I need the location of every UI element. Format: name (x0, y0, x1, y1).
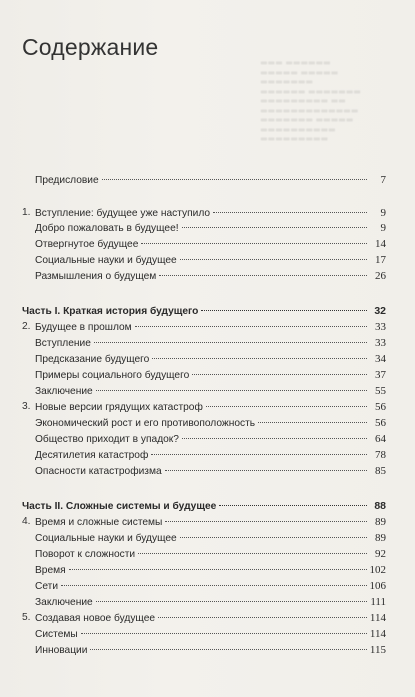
toc-entry-page: 9 (380, 207, 386, 219)
toc-entry[interactable] (22, 548, 386, 564)
toc-entry-page: 37 (375, 369, 386, 381)
toc-entry-label: Общество приходит в упадок? (35, 434, 179, 445)
toc-entry[interactable] (22, 433, 386, 449)
bleed-through-text: ▬▬▬ ▬▬▬▬▬▬ ▬▬▬▬▬ ▬▬▬▬▬ ▬▬▬▬▬▬▬ ▬▬▬▬▬▬ ▬▬▬▬▬▬▬ ▬▬▬▬▬▬▬▬▬ ▬▬ ▬▬▬▬▬▬▬▬▬▬▬▬▬ ▬▬▬▬▬▬▬ ▬▬▬▬▬ ▬▬▬▬▬▬▬▬▬▬ ▬▬▬▬▬▬▬▬▬ (260, 58, 361, 143)
toc-entry[interactable] (22, 465, 386, 481)
toc-entry-chapter-2[interactable] (22, 321, 386, 337)
chapter-number: 4. (22, 516, 31, 527)
chapter-number: 2. (22, 321, 31, 332)
toc-entry-label: Поворот к сложности (35, 549, 136, 560)
toc-entry-page: 92 (375, 548, 386, 560)
toc-entry-chapter-1[interactable] (22, 207, 386, 223)
toc-entry-page: 89 (375, 532, 386, 544)
toc-entry-label: Размышления о будущем (35, 271, 157, 282)
dot-leader (141, 243, 367, 244)
toc-entry-label: Социальные науки и будущее (35, 255, 177, 266)
toc-entry-label: Примеры социального будущего (35, 370, 190, 381)
dot-leader (94, 342, 367, 343)
dot-leader (158, 617, 367, 618)
dot-leader (138, 553, 367, 554)
toc-entry[interactable] (22, 449, 386, 465)
page-title: Содержание (22, 34, 159, 60)
toc-entry-label: Заключение (35, 386, 93, 397)
toc-entry[interactable] (22, 385, 386, 401)
dot-leader (201, 310, 367, 311)
toc-entry-page: 89 (375, 516, 386, 528)
toc-entry[interactable] (22, 222, 386, 238)
dot-leader (206, 406, 367, 407)
toc-entry-page: 32 (374, 305, 386, 317)
toc-entry-label: Вступление: будущее уже наступило (35, 208, 211, 219)
toc-entry-page: 111 (370, 596, 386, 608)
toc-entry[interactable] (22, 596, 386, 612)
toc-entry-chapter-3[interactable] (22, 401, 386, 417)
dot-leader (90, 649, 366, 650)
toc-entry[interactable] (22, 238, 386, 254)
dot-leader (192, 374, 367, 375)
toc-entry-label: Будущее в прошлом (35, 322, 132, 333)
toc-part-1[interactable] (22, 305, 386, 321)
dot-leader (69, 569, 367, 570)
toc-entry-label: Опасности катастрофизма (35, 466, 162, 477)
dot-leader (135, 326, 367, 327)
toc-entry-label: Инновации (35, 645, 88, 656)
toc-entry-page: 34 (375, 353, 386, 365)
toc-entry-page: 33 (375, 337, 386, 349)
toc-entry-chapter-5[interactable] (22, 612, 386, 628)
toc-entry-page: 114 (369, 612, 386, 624)
toc-entry-label: Социальные науки и будущее (35, 533, 177, 544)
toc-entry-label: Сети (35, 581, 59, 592)
dot-leader (182, 227, 367, 228)
toc-entry[interactable] (22, 254, 386, 270)
toc-entry[interactable] (22, 270, 386, 286)
dot-leader (152, 358, 367, 359)
dot-leader (180, 259, 367, 260)
toc-entry-label: Вступление (35, 338, 91, 349)
dot-leader (165, 470, 367, 471)
toc-entry-page: 114 (369, 628, 386, 640)
toc-entry-label: Время и сложные системы (35, 517, 163, 528)
chapter-number: 3. (22, 401, 31, 412)
toc-entry-page: 88 (374, 500, 386, 512)
toc-entry-page: 56 (375, 401, 386, 413)
toc-entry[interactable] (22, 532, 386, 548)
dot-leader (102, 179, 367, 180)
toc-part-label: Часть II. Сложные системы и будущее (22, 501, 217, 512)
toc-entry-label: Создавая новое будущее (35, 613, 156, 624)
toc-entry-page: 17 (375, 254, 386, 266)
toc-entry-page: 26 (375, 270, 386, 282)
toc-entry-label: Десятилетия катастроф (35, 450, 149, 461)
toc-entry-chapter-4[interactable] (22, 516, 386, 532)
dot-leader (159, 275, 367, 276)
toc-entry[interactable] (22, 644, 386, 660)
toc-entry-page: 115 (369, 644, 386, 656)
toc-entry-page: 56 (375, 417, 386, 429)
toc-entry-page: 33 (375, 321, 386, 333)
toc-entry-label: Предсказание будущего (35, 354, 150, 365)
toc-entry-page: 55 (375, 385, 386, 397)
dot-leader (165, 521, 367, 522)
toc-entry[interactable] (22, 580, 386, 596)
dot-leader (258, 422, 367, 423)
toc-entry-page: 14 (375, 238, 386, 250)
toc-entry-page: 106 (369, 580, 386, 592)
toc-entry-label: Добро пожаловать в будущее! (35, 223, 179, 234)
dot-leader (213, 212, 367, 213)
toc-entry-page: 85 (375, 465, 386, 477)
toc-entry-page: 78 (375, 449, 386, 461)
toc-entry-label: Время (35, 565, 66, 576)
toc-entry[interactable] (22, 628, 386, 644)
toc-entry-page: 102 (369, 564, 386, 576)
toc-entry[interactable] (22, 417, 386, 433)
toc-entry-label: Предисловие (35, 175, 99, 186)
toc-entry[interactable] (22, 337, 386, 353)
toc-entry[interactable] (22, 369, 386, 385)
toc-entry-label: Экономический рост и его противоположность (35, 418, 256, 429)
chapter-number: 1. (22, 207, 31, 218)
toc-entry-label: Новые версии грядущих катастроф (35, 402, 203, 413)
dot-leader (96, 601, 367, 602)
dot-leader (96, 390, 367, 391)
dot-leader (182, 438, 367, 439)
toc-part-label: Часть I. Краткая история будущего (22, 306, 199, 317)
toc-entry-label: Заключение (35, 597, 93, 608)
toc-entry-preface[interactable] (22, 174, 386, 190)
toc-entry-page: 64 (375, 433, 386, 445)
toc-entry[interactable] (22, 564, 386, 580)
dot-leader (61, 585, 366, 586)
toc-entry-page: 7 (380, 174, 386, 186)
toc-entry-label: Системы (35, 629, 78, 640)
dot-leader (219, 505, 367, 506)
dot-leader (180, 537, 367, 538)
toc-part-2[interactable] (22, 500, 386, 516)
toc-entry-page: 9 (380, 222, 386, 234)
toc-entry-label: Отвергнутое будущее (35, 239, 139, 250)
dot-leader (151, 454, 367, 455)
toc-entry[interactable] (22, 353, 386, 369)
chapter-number: 5. (22, 612, 31, 623)
dot-leader (81, 633, 367, 634)
